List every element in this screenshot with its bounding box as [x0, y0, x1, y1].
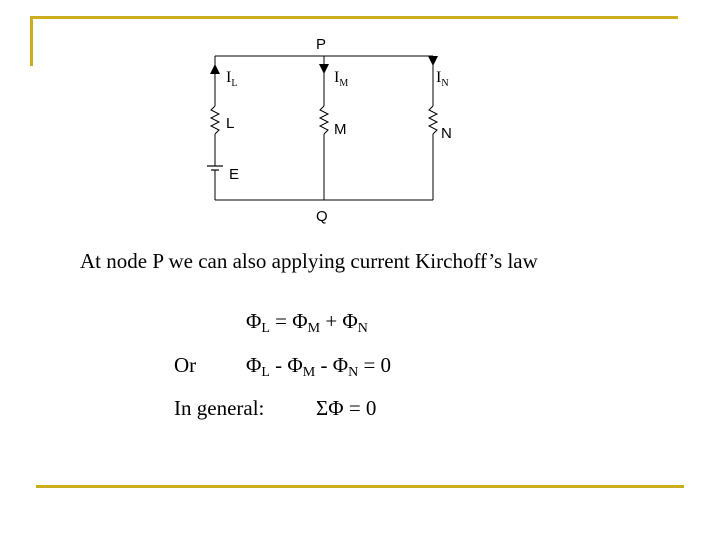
resistor-n-symbol [429, 106, 437, 134]
equation-2 [246, 353, 391, 381]
resistor-l-symbol [211, 106, 219, 134]
phi-symbol: Φ [287, 353, 303, 377]
bottom-accent-line [36, 485, 684, 488]
phi-symbol: Φ [292, 309, 308, 333]
subscript-n: N [348, 365, 359, 380]
resistor-m-symbol [320, 106, 328, 134]
kirchhoff-statement: At node P we can also applying current Kirchoff’s law [80, 249, 538, 273]
subscript-l: L [261, 321, 270, 336]
resistor-m-label: M [334, 121, 347, 138]
resistor-l-label: L [226, 115, 235, 132]
phi-symbol: Φ [342, 309, 358, 333]
circuit-diagram [0, 0, 720, 240]
subscript-n: N [357, 321, 368, 336]
arrow-up-il [210, 64, 220, 74]
source-e-label: E [229, 166, 240, 183]
phi-symbol: Φ [246, 353, 262, 377]
phi-symbol: Φ [332, 353, 349, 377]
current-im-label: $I_M$ [334, 69, 349, 89]
subscript-m: M [302, 365, 316, 380]
current-il-label: $I_L$ [226, 69, 238, 89]
equals-sign: = [269, 309, 293, 333]
equals-zero: = 0 [358, 353, 392, 377]
equation-1 [246, 309, 368, 337]
arrow-down-im [319, 64, 329, 74]
equation-3: ΣΦ = 0 [316, 396, 377, 420]
equation-3-prefix: In general: [174, 396, 265, 420]
resistor-n-label: N [441, 125, 452, 142]
phi-symbol: Φ [246, 309, 262, 333]
plus-sign: + [320, 309, 343, 333]
minus-sign: - [315, 353, 333, 377]
arrow-down-in [428, 56, 438, 66]
node-q-label: Q [316, 208, 328, 225]
minus-sign: - [269, 353, 288, 377]
subscript-m: M [307, 321, 321, 336]
subscript-l: L [261, 365, 270, 380]
equation-2-prefix: Or [174, 353, 197, 377]
node-p-label: P [316, 36, 327, 53]
current-in-label: $I_N$ [436, 69, 449, 89]
